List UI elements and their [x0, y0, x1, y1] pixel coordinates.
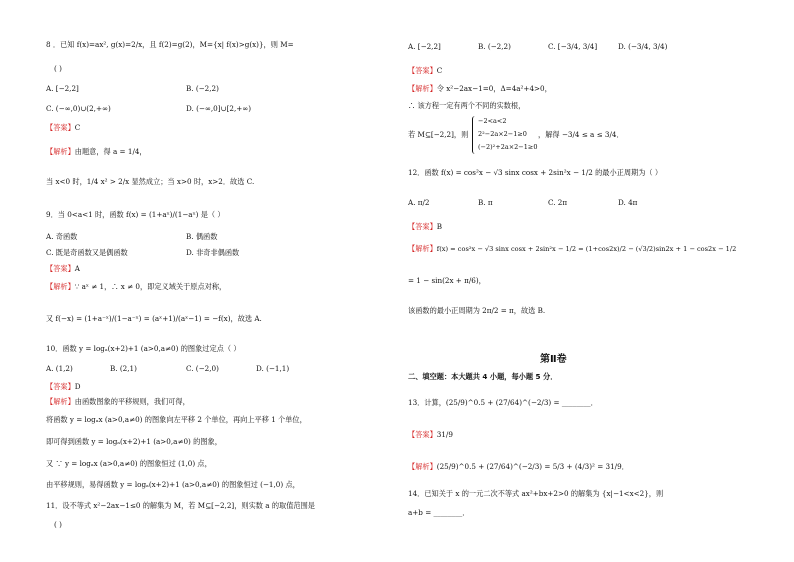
- q9-stem: 9．当 0<a<1 时，函数 f(x) = (1+aˣ)/(1−aˣ) 是（ ）: [46, 210, 225, 219]
- q12-stem: 12．函数 f(x) = cos²x − √3 sinx cosx + 2sin²x − 1/2 的最小正周期为（ ）: [408, 168, 663, 177]
- fill-in-heading: 二、填空题：本大题共 4 小题，每小题 5 分．: [408, 372, 558, 381]
- q11-analysis-3-suffix: ，解得 −3/4 ≤ a ≤ 3/4．: [538, 130, 624, 139]
- answer-tag: 【答案】: [408, 66, 437, 75]
- q11-option-c: C. [−3/4, 3/4]: [548, 42, 598, 51]
- q9-option-c: C. 既是奇函数又是偶函数: [46, 248, 128, 257]
- right-column: [408, 0, 753, 562]
- q9-answer: [46, 264, 80, 273]
- q13-answer: [408, 430, 453, 439]
- q10-stem: 10．函数 y = logₐ(x+2)+1 (a>0,a≠0) 的图象过定点（ ）: [46, 344, 241, 353]
- system-brace: [472, 116, 477, 154]
- q11-option-a: A. [−2,2]: [408, 42, 441, 51]
- q9-analysis-2: 又 f(−x) = (1+a⁻ˣ)/(1−a⁻ˣ) = (aˣ+1)/(aˣ−1) = −f(x)，故选 A.: [46, 314, 262, 323]
- system-line-1: −2<a<2: [478, 117, 507, 125]
- q8-analysis-2: 当 x<0 时，1/4 x² > 2/x 显然成立；当 x>0 时，x>2．故选 C.: [46, 177, 255, 186]
- answer-value: A: [74, 264, 80, 273]
- system-line-3: (−2)²+2a×2−1≥0: [478, 143, 538, 151]
- answer-tag: 【答案】: [46, 264, 75, 273]
- q10-analysis-2: 将函数 y = logₐx (a>0,a≠0) 的图象向左平移 2 个单位，再向上平移 1 个单位，: [46, 415, 307, 424]
- analysis-text: 由函数图象的平移规则，我们可得，: [74, 397, 190, 406]
- q10-option-d: D. (−1,1): [256, 364, 290, 373]
- q12-option-c: C. 2π: [548, 198, 568, 207]
- q10-analysis-1: [46, 397, 190, 406]
- analysis-text: (25/9)^0.5 + (27/64)^(−2/3) = 5/3 + (4/3)² = 31/9．: [436, 462, 629, 471]
- q8-paren: ( ): [54, 64, 62, 73]
- q12-analysis-2: = 1 − sin(2x + π/6)，: [408, 276, 486, 285]
- q11-option-b: B. (−2,2): [478, 42, 511, 51]
- q12-option-b: B. π: [478, 198, 493, 207]
- q9-option-d: D. 非奇非偶函数: [186, 248, 240, 257]
- q9-option-a: A. 奇函数: [46, 232, 78, 241]
- q10-option-b: B. (2,1): [110, 364, 137, 373]
- q14-stem: 14．已知关于 x 的一元二次不等式 ax²+bx+2>0 的解集为 {x|−1<x<2}，则: [408, 489, 664, 498]
- q12-analysis-3: 该函数的最小正周期为 2π/2 = π，故选 B.: [408, 306, 546, 315]
- answer-value: D: [74, 382, 81, 391]
- answer-tag: 【答案】: [408, 222, 437, 231]
- q12-answer: [408, 222, 442, 231]
- q12-option-a: A. π/2: [408, 198, 430, 207]
- answer-tag: 【答案】: [408, 430, 437, 439]
- q11-analysis-2: ∴ 该方程一定有两个不同的实数根，: [408, 101, 526, 110]
- analysis-text: 令 x²−2ax−1=0，Δ=4a²+4>0，: [436, 84, 552, 93]
- q11-option-d: D. (−3/4, 3/4): [618, 42, 668, 51]
- q11-answer: [408, 66, 442, 75]
- q8-analysis-1: [46, 147, 147, 156]
- q10-analysis-3: 即可得到函数 y = logₐ(x+2)+1 (a>0,a≠0) 的图象，: [46, 437, 222, 446]
- q9-option-b: B. 偶函数: [186, 232, 218, 241]
- answer-tag: 【答案】: [46, 382, 75, 391]
- q9-analysis-1: [46, 282, 226, 291]
- q10-analysis-5: 由平移规则，易得函数 y = logₐ(x+2)+1 (a>0,a≠0) 的图象恒过 (−1,0) 点，: [46, 480, 300, 489]
- answer-value: B: [436, 222, 443, 231]
- q12-analysis-1: [408, 244, 736, 254]
- analysis-tag: 【解析】: [408, 462, 437, 471]
- analysis-tag: 【解析】: [46, 147, 75, 156]
- q11-analysis-1: [408, 84, 552, 93]
- analysis-tag: 【解析】: [46, 282, 75, 291]
- answer-tag: 【答案】: [46, 123, 75, 132]
- answer-value: C: [436, 66, 443, 75]
- analysis-tag: 【解析】: [46, 397, 75, 406]
- q10-option-a: A. (1,2): [46, 364, 73, 373]
- q12-option-d: D. 4π: [618, 198, 638, 207]
- q10-analysis-4: 又 ∵ y = logₐx (a>0,a≠0) 的图象恒过 (1,0) 点，: [46, 459, 212, 468]
- q10-option-c: C. (−2,0): [186, 364, 219, 373]
- system-line-2: 2²−2a×2−1≥0: [478, 130, 527, 138]
- answer-value: 31/9: [436, 430, 453, 439]
- q8-option-c: C. (−∞,0)∪(2,+∞): [46, 104, 111, 113]
- analysis-text: f(x) = cos²x − √3 sinx cosx + 2sin²x − 1/2 = (1+cos2x)/2 − (√3/2)sin2x + 1 − cos2x − 1/2: [436, 245, 737, 253]
- q11-stem: 11．设不等式 x²−2ax−1≤0 的解集为 M，若 M⊆[−2,2]，则实数 a 的取值范围是: [46, 501, 315, 510]
- analysis-tag: 【解析】: [408, 244, 437, 253]
- q8-option-a: A. [−2,2]: [46, 84, 79, 93]
- part-two-title: 第Ⅱ卷: [540, 354, 567, 365]
- analysis-text: ∵ aˣ ≠ 1，∴ x ≠ 0，即定义域关于原点对称，: [74, 282, 227, 291]
- q11-analysis-3-prefix: 若 M⊆[−2,2]，则: [408, 130, 469, 139]
- q11-paren: ( ): [54, 520, 62, 529]
- q8-stem: 8 ．已知 f(x)=ax², g(x)=2/x，且 f(2)=g(2)，M={x| f(x)>g(x)}，则 M=: [46, 40, 294, 49]
- q8-answer: [46, 123, 80, 132]
- q13-analysis: [408, 462, 629, 471]
- q8-option-d: D. (−∞,0]∪[2,+∞): [186, 104, 252, 113]
- q14-stem-2: a+b = ________．: [408, 508, 470, 517]
- left-column: [46, 0, 386, 562]
- q8-option-b: B. (−2,2): [186, 84, 219, 93]
- answer-value: C: [74, 123, 81, 132]
- q13-stem: 13．计算，(25/9)^0.5 + (27/64)^(−2/3) = ________．: [408, 398, 598, 407]
- analysis-tag: 【解析】: [408, 84, 437, 93]
- analysis-text: 由题意，得 a = 1/4，: [74, 147, 147, 156]
- q10-answer: [46, 382, 81, 391]
